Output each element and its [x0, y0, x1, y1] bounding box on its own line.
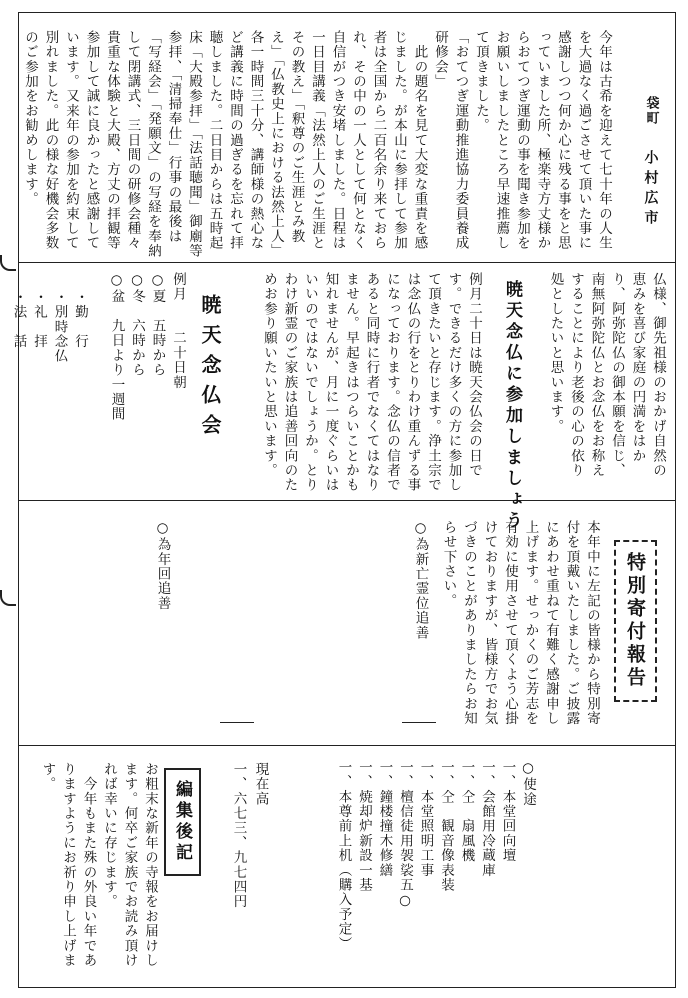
- underline: [402, 722, 436, 723]
- author-name: 小村広市: [642, 150, 659, 230]
- editor-postscript-body: お粗末な新年の寺報をお届けします。何卒ご家族でお読み頂ければ幸いに存じます。 今年もまた殊の外良い年でありますようにお祈り申し上げます。: [39, 762, 158, 968]
- essay-continuation: 仏様、御先祖様のおかげ自然の恵みを喜び家庭の円満をはかり、阿弥陀仏の御本願を信じ、南無阿弥陀仏とお念仏をお称えすることにより老後の心の依り処としたいと思います。: [547, 272, 666, 478]
- donation-body: 本年中に左記の皆様から特別寄付を頂戴いたしました。ご披露にあわせ重ねて有難く感謝申し上げます。せっかくのご芳志を有効に使用させて頂くよう心掛けておりますが、皆様方でお気づきのことがありましたらお知らせ下さい。: [440, 520, 600, 726]
- gyoten-program: ・勤 行 ・別時念仏 ・礼 拝 ・法 話: [10, 290, 88, 364]
- donation-item-memorial: ○為年回追善: [154, 520, 171, 611]
- gyoten-box-title: 暁天念仏会: [198, 294, 222, 444]
- essay-body: 今年は古希を迎えて七十年の人生を大過なく過ごさせて頂いた事に感謝しつつ何か心に残る事をと思っていました所、極楽寺方丈様からおてつぎ運動の事を聞き参加をお願いしましたところ早速推薦して頂きました。 「おてつぎ運動推進協力委員養成研修会」 此の題名を見て大変な重責を感じました。が本山に参拝して参加者は全国から二百名余り来ておられ、その中の一人として何となく自信がつき安堵しました。日程は一日目講義「法然上人のご生涯とその教え」「釈尊のご生涯とみ教え」「仏教史上における法然上人」各一時間三十分、講師様の熱心など講義に時間の過ぎるを忘れて拝聴しました。二日目からは五時起床「大殿参拝」「法話聴聞」御廟等参拝、「清掃奉仕」行事の最後は「写経会」「発願文」の写経を奉納して閉講式、三日間の研修会種々貴重な体験と大殿、方丈の拝観等参加して誠に良かったと感謝しています。又来年の参加を約束して別れました。此の様な好機会多数のご参加をお勧めします。: [22, 30, 612, 259]
- gyoten-heading: 暁天念仏に参加しましょう: [502, 280, 522, 532]
- fund-uses: ○使途 一、本堂回向壇 一、会館用冷蔵庫 一、仝 扇風機 一、仝 観音像表装 一、本堂照明工事 一、檀信徒用袈裟五○ 一、鐘楼撞木修繕 一、焼却炉新設一基 一、本尊前上机（購入予定）: [335, 760, 536, 952]
- section-divider-2: [18, 500, 676, 501]
- balance-label: 現在高: [252, 762, 269, 807]
- author-place: 袋町: [643, 96, 659, 126]
- underline: [220, 722, 254, 723]
- gyoten-body: 例月二十日は暁天会仏会の日です。できるだけ多くの方に参加して頂きたいと存じます。浄土宗では念仏の行をとりわけ重んずる事になっております。念仏の信者であると同時に行者でなくてはなりません。早起きはつらいことかも知れませんが、月に一度ぐらいはいいのではないでしょうか。とりわけ新霊のご家族は追善回向のためお参り願いたいと思います。: [261, 272, 482, 493]
- donation-item-new: ○為新亡霊位追善: [412, 520, 429, 641]
- section-divider-1: [18, 262, 676, 263]
- editor-postscript-title: 編集後記: [164, 768, 201, 876]
- balance-amount: 一、六七三、九七四円: [230, 762, 247, 909]
- gyoten-schedule: 例月 二十日朝 ○夏 五時から ○冬 六時から ○盆 九日より一週間: [108, 272, 186, 422]
- donation-report-title: 特別寄付報告: [614, 540, 657, 702]
- fold-mark: [0, 255, 16, 271]
- fold-mark: [0, 590, 16, 606]
- section-divider-3: [18, 745, 676, 746]
